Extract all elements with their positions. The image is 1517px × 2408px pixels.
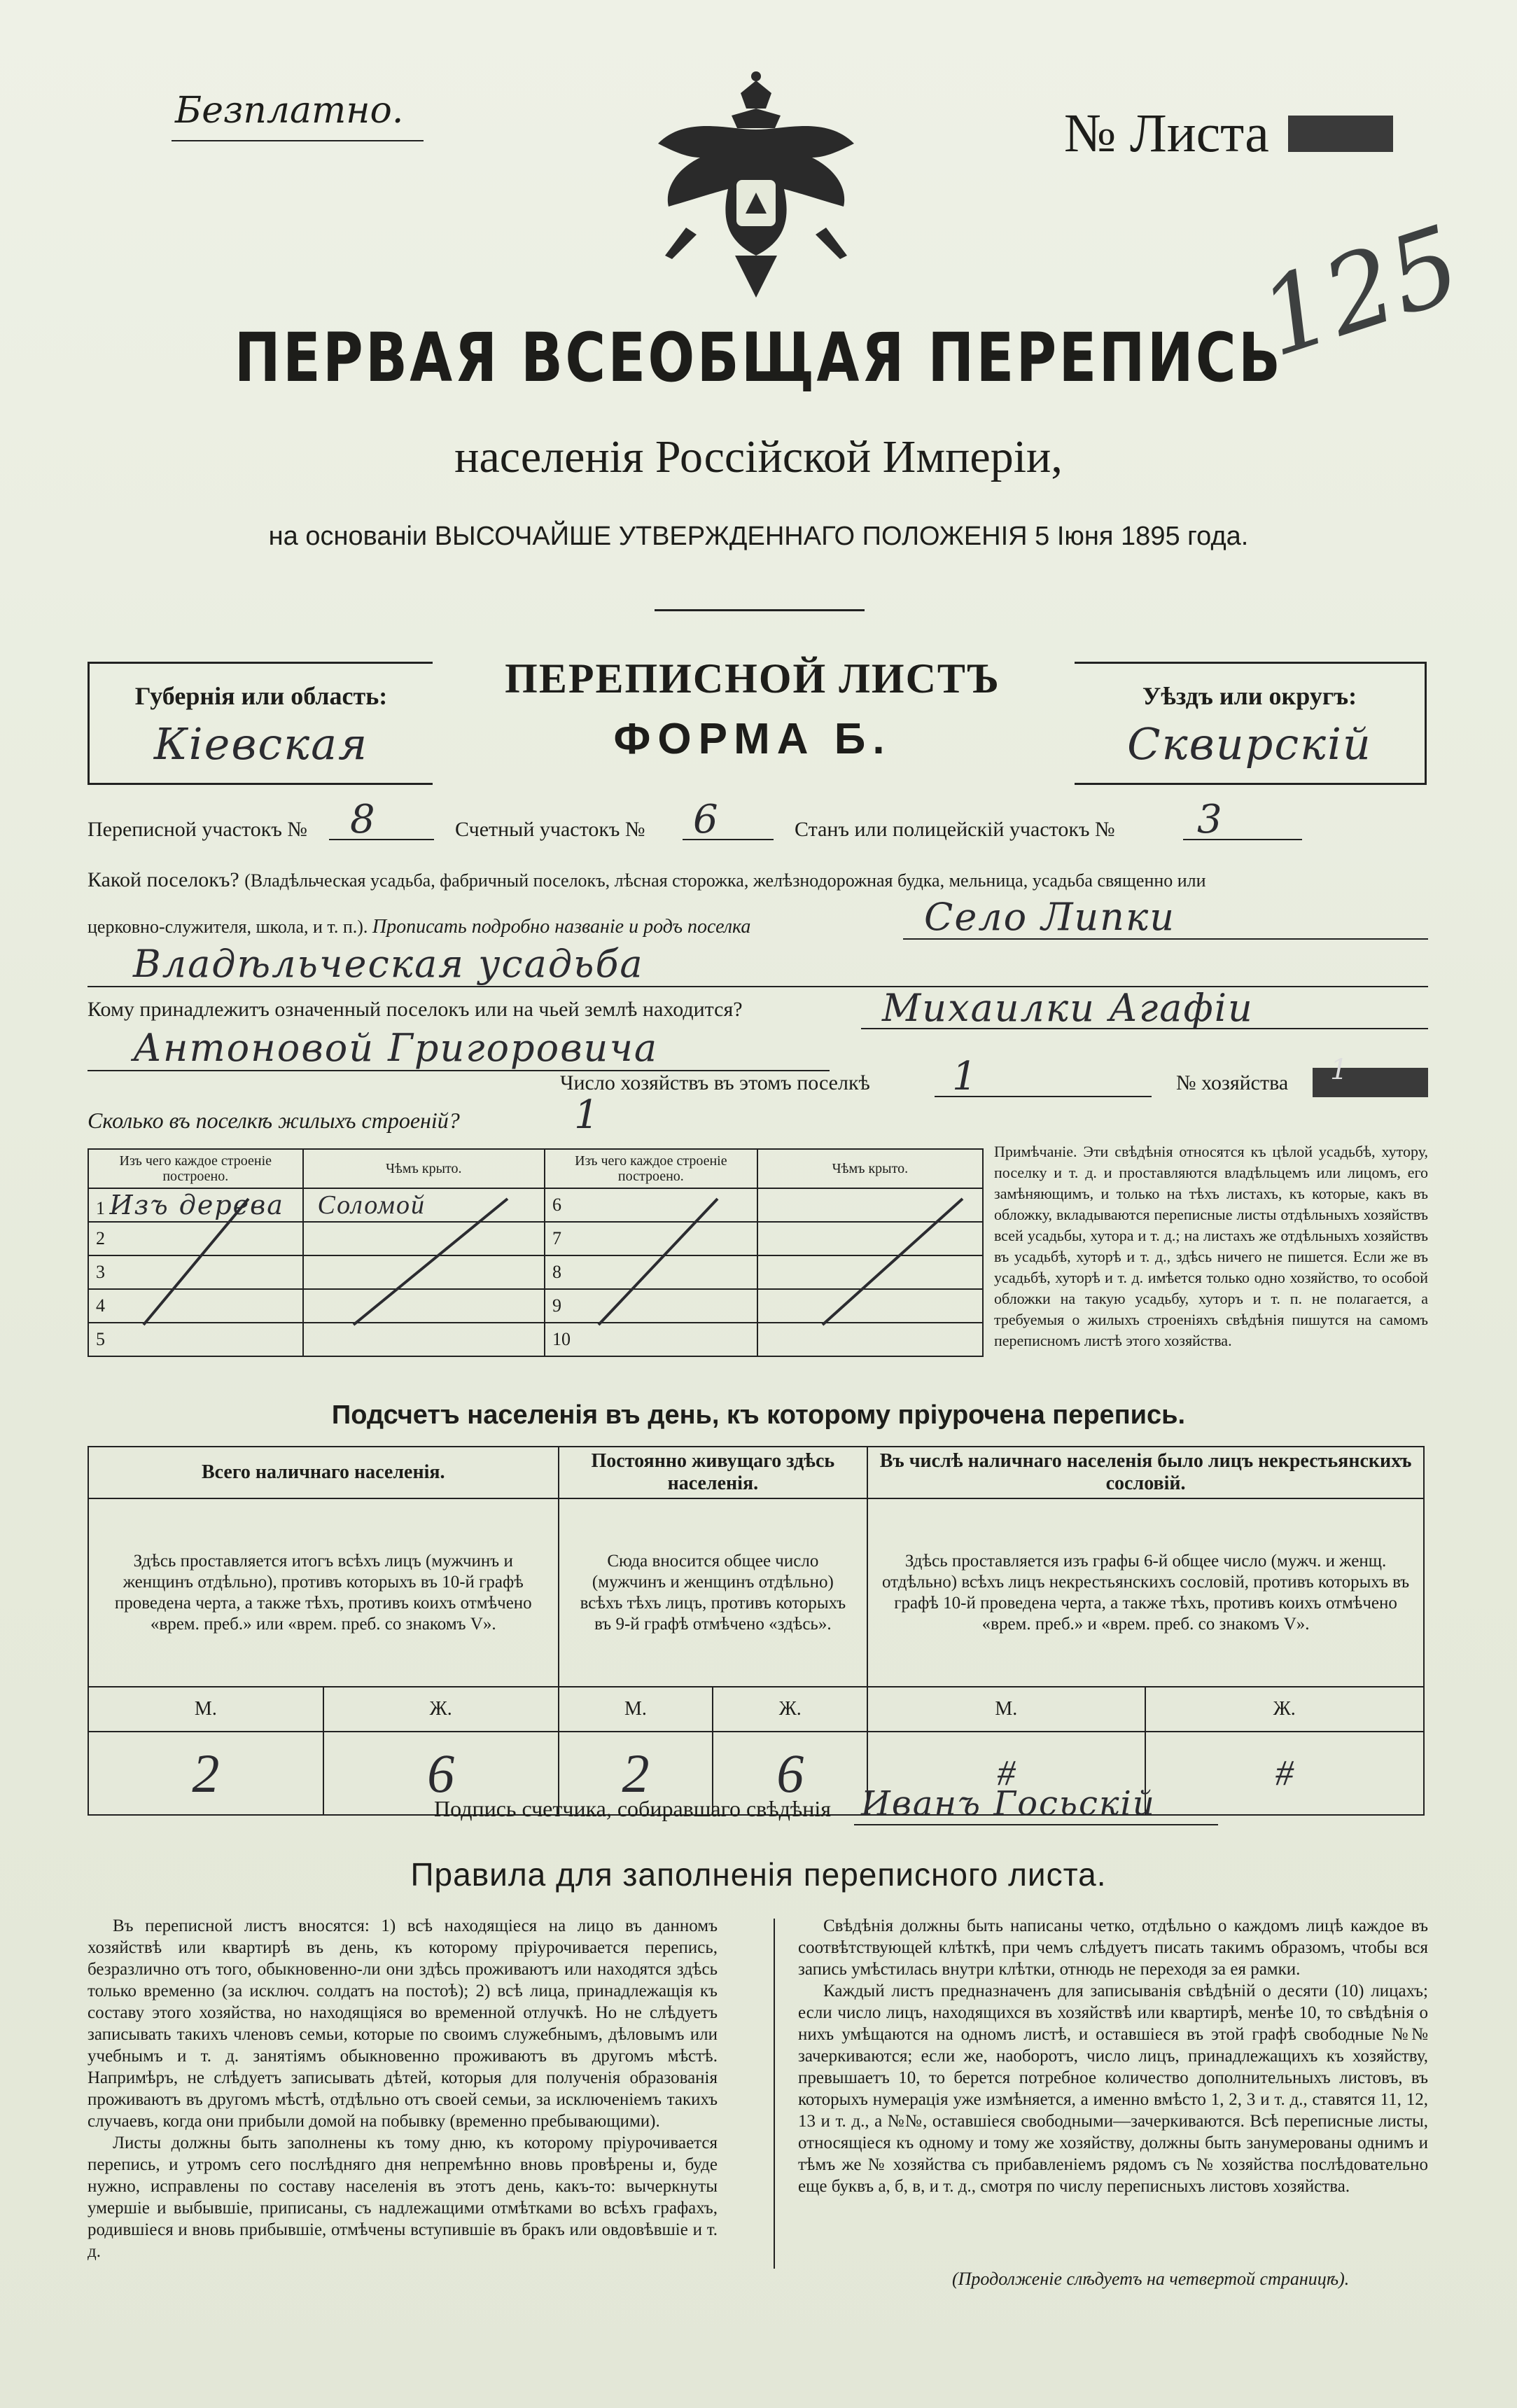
pencil-number: 125: [1246, 203, 1475, 381]
rules-right-paragraph: Каждый листъ предназначенъ для записыванія свѣдѣній о десяти (10) лицахъ; если число лицъ, находящихся въ хозяйствѣ или квартирѣ, менѣе 10, то свѣдѣнія о нихъ умѣщаются на одномъ листѣ, и оставшіеся въ этой графѣ свободные №№ зачеркиваются; если же, наоборотъ, число лицъ, принадлежащихъ къ хозяйству, превышаетъ 10, то берется потребное количество дополнительныхъ листовъ, въ которыхъ нумерація уже измѣняется, а именно вмѣсто 1, 2, 3 и т. д., ставятся 11, 12, 13 и т. д., а №№, оставшіеся свободными—зачеркиваются. Всѣ переписные листы, относящіеся къ одному и тому же хозяйству, должны быть занумерованы однимъ и тѣмъ же № хозяйства съ прибавленіемъ рядомъ съ № хозяйства послѣдовательно еще буквъ а, б, в, и т. д., смотря по числу переписныхъ листовъ хозяйства.: [798, 1982, 1428, 2196]
province-label: Губернія или область:: [134, 682, 388, 710]
settlement-question-row: [88, 868, 1206, 892]
settlement-question: Какой поселокъ?: [88, 868, 239, 891]
sheet-number-label: № Листа: [1064, 102, 1269, 163]
roof-cell-1[interactable]: Соломой: [303, 1188, 545, 1222]
households-line: [935, 1096, 1152, 1097]
document-subtitle: населенія Россійской Имперіи,: [454, 431, 1063, 482]
owner-value-2[interactable]: Антоновой Григоровича: [133, 1026, 659, 1070]
settlement-hint: (Владѣльческая усадьба, фабричный поселокъ, лѣсная сторожка, желѣзнодорожная будка, мельница, усадьба священно или: [244, 870, 1206, 891]
signature-line: [854, 1824, 1218, 1825]
tally-head-present: Всего наличнаго населенія.: [88, 1447, 559, 1498]
counting-area-line: [683, 839, 774, 840]
free-underline: [172, 140, 424, 141]
tally-desc-present: Здѣсь проставляется итогъ всѣхъ лицъ (мужчинъ и женщинъ отдѣльно), противъ которыхъ въ 10-й графѣ проведена черта, а также тѣхъ, противъ коихъ отмѣчено «врем. преб.» или «врем. преб. со знакомъ V».: [88, 1498, 559, 1687]
settlement-value-2[interactable]: Владѣльческая усадьба: [133, 942, 644, 986]
stan-label: Станъ или полицейскій участокъ №: [795, 818, 1115, 841]
rules-left-column: [88, 1915, 718, 2262]
row-number: 3: [96, 1262, 105, 1282]
row-number: 1: [96, 1198, 105, 1218]
households-label: Число хозяйствъ въ этомъ поселкѣ: [560, 1071, 870, 1094]
roof-header-right: Чѣмъ крыто.: [757, 1149, 983, 1188]
row-number: 2: [96, 1228, 105, 1248]
female-label: Ж.: [323, 1687, 559, 1732]
female-label: Ж.: [713, 1687, 867, 1732]
row-number: 4: [96, 1295, 105, 1316]
stan-line: [1183, 839, 1302, 840]
material-header-left: Изъ чего каждое строеніе построено.: [88, 1149, 303, 1188]
free-label: Безплатно.: [175, 90, 404, 132]
tally-head-permanent: Постоянно живущаго здѣсь населенія.: [559, 1447, 868, 1498]
sheet-number-redacted: [1288, 116, 1393, 152]
row-number: 6: [552, 1195, 561, 1215]
settlement-value-1[interactable]: Село Липки: [924, 895, 1175, 939]
household-no-value[interactable]: 1: [1330, 1054, 1350, 1086]
rules-right-column: [798, 1915, 1428, 2197]
tally-title: Подсчетъ населенія въ день, къ которому пріурочена перепись.: [331, 1400, 1186, 1430]
permanent-male-value[interactable]: 2: [559, 1732, 713, 1815]
tally-desc-non-peasant: Здѣсь проставляется изъ графы 6-й общее число (мужч. и женщ. отдѣльно) всѣхъ лицъ некрестьянскихъ сословій, противъ которыхъ въ графѣ 10-й проведена черта, а также тѣхъ, противъ коихъ отмѣчено «врем. преб.» и «врем. преб. со знакомъ V».: [867, 1498, 1424, 1687]
signature-label: Подпись счетчика, собиравшаго свѣдѣнія: [434, 1796, 832, 1821]
tally-desc-permanent: Сюда вносится общее число (мужчинъ и женщинъ отдѣльно) всѣхъ тѣхъ лицъ, противъ которыхъ въ 9-й графѣ отмѣчено «здѣсь».: [559, 1498, 868, 1687]
settlement-hint2: церковно-служителя, школа, и т. п.).: [88, 917, 368, 937]
roof-header-left: Чѣмъ крыто.: [303, 1149, 545, 1188]
census-area-line: [329, 839, 434, 840]
material-value: Изъ дерева: [109, 1190, 284, 1220]
row-number: 10: [552, 1329, 571, 1349]
permanent-female-value[interactable]: 6: [713, 1732, 867, 1815]
female-label: Ж.: [1145, 1687, 1425, 1732]
rules-title: Правила для заполненія переписного листа.: [410, 1856, 1107, 1893]
owner-line-1: [861, 1028, 1428, 1029]
owner-value-1[interactable]: Михаилки Агафіи: [882, 986, 1254, 1030]
row-number: 8: [552, 1262, 561, 1282]
strike-through-marks: [88, 1185, 984, 1347]
column-divider: [774, 1919, 775, 2269]
present-male-value[interactable]: 2: [88, 1732, 323, 1815]
non-peasant-male-value[interactable]: #: [867, 1732, 1145, 1815]
counting-area-value[interactable]: 6: [693, 797, 720, 842]
non-peasant-female-value[interactable]: #: [1145, 1732, 1425, 1815]
form-title: ПЕРЕПИСНОЙ ЛИСТЪ: [505, 655, 1000, 702]
title-divider: [655, 609, 865, 611]
district-box: [1075, 662, 1427, 785]
district-label: Уѣздъ или округъ:: [1142, 682, 1357, 710]
province-box: [88, 662, 433, 785]
buildings-label: Сколько въ поселкѣ жилыхъ строеній?: [88, 1108, 460, 1133]
legal-basis: на основаніи ВЫСОЧАЙШЕ УТВЕРЖДЕННАГО ПОЛОЖЕНІЯ 5 Іюня 1895 года.: [268, 522, 1249, 551]
owner-question: Кому принадлежитъ означенный поселокъ или на чьей землѣ находится?: [88, 998, 743, 1021]
note-text: Примѣчаніе. Эти свѣдѣнія относятся къ цѣлой усадьбѣ, хутору, поселку и т. д. и проставляются владѣльцемъ или лицомъ, его замѣняющимъ, и только на тѣхъ листахъ, къ которые, какъ въ обложку, вкладываются переписные листы отдѣльныхъ хозяйствъ всей усадьбы, хутора и т. д.; на листахъ же отдѣльныхъ хозяйствъ въ усадьбѣ, хуторѣ и т. д., здѣсь ничего не пишется. Если же въ усадьбѣ, хуторѣ и т. д. имѣется только одно хозяйство, то особой обложки на такую усадьбу, хуторъ и т. п. не полагается, а требуемыя о жилыхъ строеніяхъ свѣдѣнія пишутся на самомъ переписномъ листѣ этого хозяйства.: [994, 1143, 1428, 1349]
male-label: М.: [867, 1687, 1145, 1732]
census-area-label: Переписной участокъ №: [88, 818, 307, 841]
present-female-value[interactable]: 6: [323, 1732, 559, 1815]
province-value[interactable]: Кіевская: [153, 718, 369, 770]
row-number: 9: [552, 1295, 561, 1316]
census-area-value[interactable]: 8: [350, 797, 377, 842]
document-title: ПЕРВАЯ ВСЕОБЩАЯ ПЕРЕПИСЬ: [234, 319, 1283, 397]
counting-area-label: Счетный участокъ №: [455, 818, 645, 841]
rules-left-paragraph: Въ переписной листъ вносятся: 1) всѣ находящіеся на лицо въ данномъ хозяйствѣ или квартирѣ въ день, къ которому пріурочивается перепись, безразлично отъ того, обыкновенно-ли они здѣсь проживаютъ или находятся здѣсь только временно (за исключ. солдатъ на постоѣ); 2) всѣ лица, принадлежащія къ составу этого хозяйства, но находящіяся во временной отлучкѣ. Но не слѣдуетъ записывать такихъ членовъ семьи, которые по своимъ служебнымъ, дѣловымъ или учебнымъ и т. д. занятіямъ обыкновенно проживаютъ въ другомъ мѣстѣ. Напримѣръ, не слѣдуетъ записывать дѣтей, которыя для полученія образованія проживаютъ въ другомъ мѣстѣ, отдѣльно отъ своей семьи, за исключеніемъ такихъ случаевъ, когда они прибыли домой на побывку (временно пребывающими).: [88, 1916, 718, 2131]
stan-value[interactable]: 3: [1197, 797, 1224, 842]
settlement-hint-row: [88, 916, 750, 938]
row-number: 5: [96, 1329, 105, 1349]
signature-value[interactable]: Иванъ Госьскій: [861, 1784, 1156, 1823]
tally-head-non-peasant: Въ числѣ наличнаго населенія было лицъ некрестьянскихъ сословій.: [867, 1447, 1424, 1498]
district-value[interactable]: Сквирскій: [1127, 718, 1372, 770]
household-no-label: № хозяйства: [1176, 1071, 1289, 1094]
row-number: 7: [552, 1228, 561, 1248]
rules-right-paragraph: Свѣдѣнія должны быть написаны четко, отдѣльно о каждомъ лицѣ каждое въ соотвѣтствующей клѣткѣ, при чемъ слѣдуетъ писать такимъ образомъ, чтобы вся запись умѣстилась внутри клѣтки, отнюдь не переходя за ея рамки.: [798, 1916, 1428, 1979]
rules-left-paragraph: Листы должны быть заполнены къ тому дню, къ которому пріурочивается перепись, и утромъ сего послѣдняго дня непремѣнно вновь провѣрены и, буде нужно, исправлены по составу населенія въ этотъ день, какъ-то: вычеркнуты умершіе и выбывшіе, приписаны, съ надлежащими отмѣтками во всѣхъ графахъ, родившіеся и вновь прибывшіе, отмѣчены вступившіе въ бракъ или овдовѣвшіе и т. д.: [88, 2134, 718, 2261]
settlement-line-1: [903, 938, 1428, 940]
form-subtitle: ФОРМА Б.: [613, 715, 892, 763]
material-header-right: Изъ чего каждое строеніе построено.: [545, 1149, 757, 1188]
continued-note: (Продолженіе слѣдуетъ на четвертой страницѣ).: [952, 2269, 1350, 2289]
male-label: М.: [88, 1687, 323, 1732]
buildings-value[interactable]: 1: [574, 1092, 601, 1138]
imperial-eagle-emblem: [644, 67, 868, 319]
households-value[interactable]: 1: [952, 1054, 979, 1099]
settlement-instruction: Прописать подробно названіе и родъ поселка: [372, 916, 751, 938]
tally-table: [88, 1446, 1425, 1816]
male-label: М.: [559, 1687, 713, 1732]
